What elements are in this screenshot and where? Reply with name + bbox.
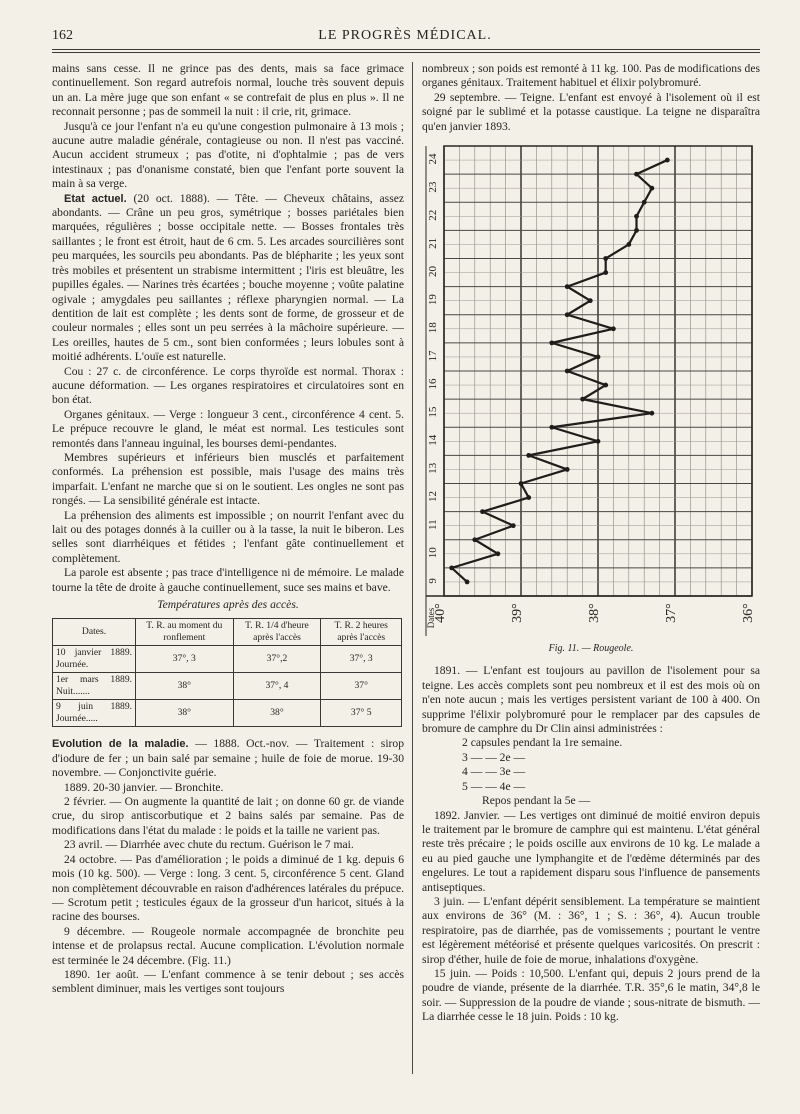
temperature-point [549,425,554,430]
temperature-point [650,411,655,416]
paragraph: 1891. — L'enfant est toujours au pavillon de l'isolement pour sa teigne. Les accès complets sont peu nombreux et il est des mois où on n'en note aucun ; mais les vertiges persistent variant de 100 à 400. On supprime l'élixir polybromuré pour le remplacer par des capsules de bromure de camphre du Dr Clin ainsi administrées : [422,664,760,736]
paragraph: Jusqu'à ce jour l'enfant n'a eu qu'une congestion pulmonaire à 13 mois ; aucune autre maladie générale, contagieuse ou non. Il n'est pas vacciné. Aucun accident strumeux ; pas d'otite, ni d'ophtalmie ; pas de vers intestinaux ; pas d'onanisme constaté, bien que l'enfant porte souvent la main à sa verge. [52,119,404,191]
temperature-point [472,537,477,542]
temperature-point [565,467,570,472]
paragraph: 1889. 20-30 janvier. — Bronchite. [64,780,224,794]
table-cell: 37°,2 [233,646,321,673]
paragraph: 9 décembre. — Rougeole normale accompagnée de bronchite peu intense et de prolapsus rectal. Aucune complication. L'évolution normale est terminée le 24 décembre. (Fig. 11.) [52,924,404,967]
temperature-point [642,200,647,205]
temperature-point [465,580,470,585]
temperature-point [611,326,616,331]
schedule-line: 3 — — 2e — [462,750,526,764]
temperature-point [634,228,639,233]
day-tick-label: 9 [427,578,439,584]
table-row [53,673,402,700]
temperature-point [526,495,531,500]
temperature-tick-label: 40° [433,603,448,623]
temperature-tick-label: 39° [510,603,525,623]
table-cell: 1er mars 1889. Nuit....... [53,673,136,700]
day-tick-label: 13 [427,462,439,474]
day-tick-label: 21 [427,237,439,249]
day-tick-label: 22 [427,209,439,221]
paragraph: 1890. 1er août. — L'enfant commence à se tenir debout ; ses accès semblent diminuer, mais les vertiges sont toujours [52,967,404,996]
column-divider [412,62,413,1074]
paragraph: La parole est absente ; pas trace d'intelligence ni de mémoire. Le malade tourne la tête de droite à gauche continuellement, suce ses mains et bave. [52,566,404,594]
table-cell: 38° [136,673,234,700]
temperature-tick-label: 38° [587,603,602,623]
day-tick-label: 10 [427,547,439,559]
paragraph [52,737,404,780]
table-cell: 37°, 3 [136,646,234,673]
temperature-point [496,551,501,556]
day-tick-label: 15 [427,406,439,418]
header-rule [52,49,760,50]
schedule-line: 4 — — 3e — [462,765,526,779]
temperature-point [665,158,670,163]
page-header [52,26,758,46]
table-cell: 37°, 3 [321,646,402,673]
temperature-point [650,186,655,191]
temperature-tick-label: 36° [741,603,756,623]
figure-caption: Fig. 11. — Rougeole. [548,643,634,655]
day-tick-label: 12 [427,491,439,503]
temperature-point [588,298,593,303]
temperature-point [596,355,601,360]
paragraph: 15 juin. — Poids : 10,500. L'enfant qui, depuis 2 jours prend de la poudre de viande, présente de la diarrhée. T.R. 35°,6 le matin, 34°,8 le soir. — Suppression de la poudre de viande ; sous-nitrate de bismuth. — La diarrhée cesse le 18 juin. Poids : 10 kg. [422,966,760,1024]
table-cell: 10 janvier 1889. Journée. [53,646,136,673]
day-tick-label: 18 [427,322,439,334]
table-header: T. R. 2 heures après l'accès [321,619,402,646]
table-row [53,700,402,727]
paragraph: mains sans cesse. Il ne grince pas des dents, mais sa face grimace continuellement. Son regard autrefois normal, louche très souvent depuis un an. La mère juge que son enfant « se contrefait de plus en plus ». Il ne reconnait personne ; pas de sommeil la nuit : il crie, rit, grimace. [52,62,404,119]
temperature-point [603,270,608,275]
table-cell: 9 juin 1889. Journée..... [53,700,136,727]
paragraph: 3 juin. — L'enfant dépérit sensiblement. La température se maintient aux environs de 36° (M. : 36°, 1 ; S. : 36°, 4). Aucun trouble respiratoire, pas de diarrhée, pas de vomissements ; pourtant le ventre est légèrement météorisé et présente quelques varicosités. On prescrit : sirop d'éther, huile de foie de morue, inhalations d'oxygène. [422,894,760,966]
day-tick-label: 16 [427,378,439,390]
day-tick-label: 14 [427,434,439,446]
temperature-point [526,453,531,458]
temperature-point [549,341,554,346]
page-number: 162 [52,28,73,43]
section-heading: Evolution de la maladie. [52,738,189,751]
x-axis-label: Dates [426,607,436,629]
temperature-table [52,618,402,727]
paragraph: Organes génitaux. — Verge : longueur 3 cent., circonférence 4 cent. 5. Le prépuce recouvre le gland, le méat est normal. Les testicules sont remontés dans l'anneau inguinal, les bourses demi-pendantes. [52,407,404,450]
temperature-point [565,369,570,374]
table-cell: 37° 5 [321,700,402,727]
paragraph [52,192,404,365]
table-cell: 38° [136,700,234,727]
day-tick-label: 19 [427,294,439,306]
table-row [53,646,402,673]
temperature-point [634,214,639,219]
day-tick-label: 11 [427,519,439,530]
journal-title: LE PROGRÈS MÉDICAL. [318,28,492,43]
table-cell: 38° [233,700,321,727]
paragraph: 24 octobre. — Pas d'amélioration ; le poids a diminué de 1 kg. depuis 6 mois (10 kg. 500). — Verge : long. 3 cent. 5, circonférence 5 cent. Gland non complètement découvrable en raison d'adhérences latérales du prépuce. — Scrotum petit ; testicules égaux de la grosseur d'un haricot, situés à la racine des bourses. [52,852,404,924]
paragraph: 23 avril. — Diarrhée avec chute du rectum. Guérison le 7 mai. [64,838,354,852]
day-tick-label: 24 [427,153,439,165]
paragraph: La préhension des aliments est impossible ; on nourrit l'enfant avec du lait ou des potages donnés à la cuiller ou à la tasse, la nuit le biberon. Les selles sont diarrhéiques et fétides ; l'enfant gâte continuellement et complètement. [52,508,404,565]
temperature-chart [422,140,760,640]
paragraph-text: (20 oct. 1888). — Tête. — Cheveux châtains, assez abondants. — Crâne un peu gros, symétrique ; bosses pariétales bien marquées, régulières ; bosse occipitale nette. — Bosses frontales très saillantes ; le front est étroit, haut de 6 cm. 5. Les arcades sourcilières sont peu marquées, les sourcils peu abondants. Pas de blépharite ; les yeux sont très mobiles et présentent un strabisme intermittent ; l'iris est bleuâtre, les pupilles égales. — Narines très écartées ; bouche moyenne ; voûte palatine ogivale ; amygdales peu saillantes ; réflexe pharyngien normal. — La dentition de lait est complète ; les dents sont de forme, de grosseur et de couleur normales ; elles sont un peu serrées à la mâchoire supérieure. — Les oreilles, hautes de 5 cm., sont bien conformées ; leurs lobules sont à moitié adhérents. L'ouïe est naturelle. [52,191,405,364]
temperature-point [603,256,608,261]
schedule-line: 5 — — 4e — [462,779,526,793]
paragraph: 29 septembre. — Teigne. L'enfant est envoyé à l'isolement où il est soigné par le sublimé et la potasse caustique. La teigne ne disparaîtra qu'en janvier 1893. [422,90,760,133]
temperature-point [519,481,524,486]
paragraph: nombreux ; son poids est remonté à 11 kg. 100. Pas de modifications des organes génitaux. Traitement habituel et élixir polybromuré. [422,62,760,90]
paragraph-text: — 1888. Oct.-nov. — Traitement : sirop d'iodure de fer ; un bain salé par semaine ; huile de foie de morue. 19-30 novembre. — Conjonctivite guérie. [52,737,404,780]
section-heading: Etat actuel. [64,192,127,205]
day-tick-label: 17 [427,350,439,362]
temperature-point [449,566,454,571]
table-title: Températures après des accès. [157,598,299,612]
temperature-point [565,312,570,317]
table-cell: 37°, 4 [233,673,321,700]
temperature-point [480,509,485,514]
paragraph: Membres supérieurs et inférieurs bien musclés et parfaitement conformés. La préhension est possible, mais l'usage des mains très imparfait. L'enfant ne marche que si on le soutient. Les ongles ne sont pas rongés. — La sensibilité générale est intacte. [52,450,404,508]
table-header: T. R. 1/4 d'heure après l'accès [233,619,321,646]
temperature-point [511,523,516,528]
schedule-line: 2 capsules pendant la 1re semaine. [462,736,623,750]
paragraph: 1892. Janvier. — Les vertiges ont diminué de moitié environ depuis le traitement par le bromure de camphre qui est maintenu. L'état général reste très précaire ; le poids oscille aux environs de 10 kg. Le malade a eu au pied gauche une lymphangite et de l'œdème déterminés par des engelures. Le tout a rapidement disparu sous l'influence de pansements antiseptiques. [422,808,760,894]
table-cell: 37° [321,673,402,700]
temperature-tick-label: 37° [664,603,679,623]
temperature-point [634,172,639,177]
temperature-point [603,383,608,388]
temperature-point [626,242,631,247]
table-header: T. R. au moment du ronflement [136,619,234,646]
left-column [52,62,404,997]
paragraph: Cou : 27 c. de circonférence. Le corps thyroïde est normal. Thorax : aucune déformation. — Les organes respiratoires et circulatoires sont en bon état. [52,364,404,407]
temperature-point [580,397,585,402]
schedule-line: Repos pendant la 5e — [482,794,591,808]
paragraph: 2 février. — On augmente la quantité de lait ; on donne 60 gr. de viande crue, du sirop antiscorbutique et 2 bains salés par semaine. Pas de modifications dans l'état du malade : le poids et la taille ne varient pas. [52,795,404,837]
day-tick-label: 23 [427,181,439,193]
header-rule-2 [52,52,760,53]
table-header: Dates. [53,619,136,646]
temperature-chart-svg [422,140,760,640]
right-column [422,62,760,1025]
day-tick-label: 20 [427,266,439,278]
temperature-point [596,439,601,444]
temperature-point [565,284,570,289]
